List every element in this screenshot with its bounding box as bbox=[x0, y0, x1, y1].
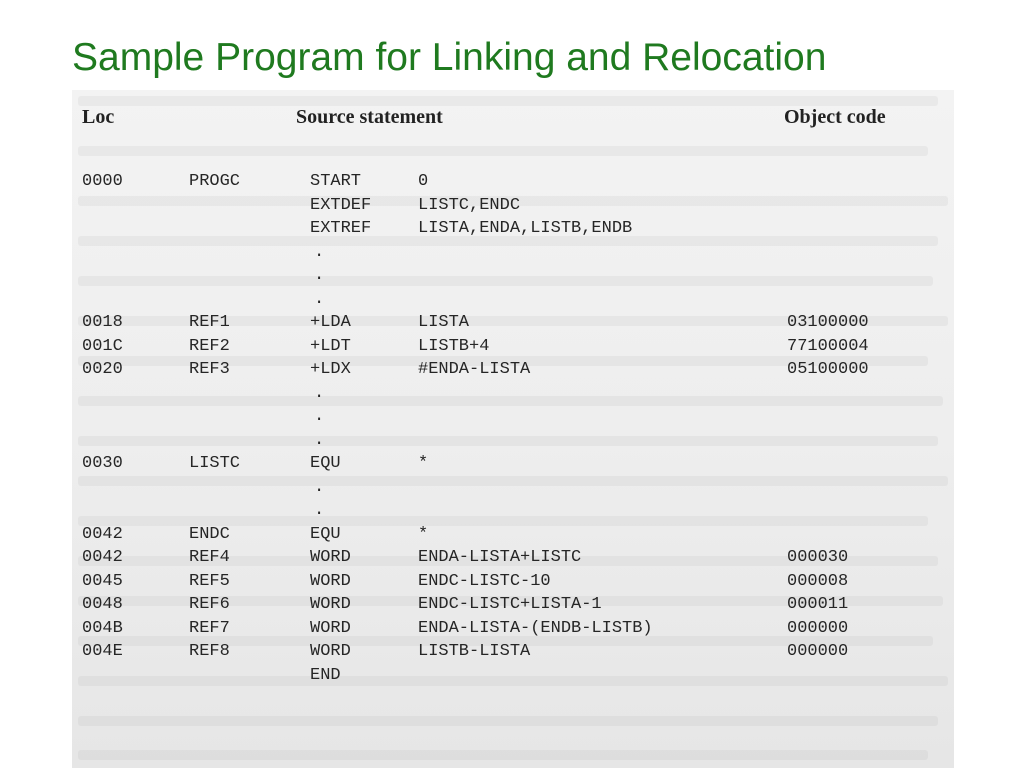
label-cell: PROGC bbox=[189, 172, 241, 191]
label-cell: REF7 bbox=[189, 618, 230, 638]
opcode-cell: +LDX bbox=[310, 360, 351, 379]
label-cell: REF3 bbox=[189, 360, 230, 379]
loc-cell: 0018 bbox=[82, 313, 123, 332]
ellipsis-row bbox=[82, 476, 952, 500]
operand-cell: LISTC,ENDC bbox=[418, 195, 521, 215]
listing-row bbox=[82, 570, 952, 594]
ellipsis-row bbox=[82, 429, 952, 453]
loc-cell: 004B bbox=[82, 618, 123, 638]
listing-row bbox=[82, 640, 952, 664]
listing-row bbox=[82, 311, 952, 335]
listing-row bbox=[82, 335, 952, 359]
object-code-cell: 000008 bbox=[787, 571, 849, 591]
ellipsis-dot: . bbox=[314, 430, 325, 450]
label-cell: REF8 bbox=[189, 642, 230, 661]
operand-cell: #ENDA-LISTA bbox=[418, 360, 531, 379]
operand-cell: ENDA-LISTA-(ENDB-LISTB) bbox=[418, 618, 653, 638]
label-cell: REF5 bbox=[189, 571, 230, 591]
column-header-source: Source statement bbox=[296, 106, 443, 128]
ellipsis-dot: . bbox=[314, 477, 325, 497]
object-code-cell: 05100000 bbox=[787, 360, 869, 379]
opcode-cell: WORD bbox=[310, 571, 351, 591]
loc-cell: 001C bbox=[82, 336, 123, 356]
slide-title: Sample Program for Linking and Relocation bbox=[72, 36, 827, 79]
listing-row bbox=[82, 664, 952, 688]
ellipsis-row bbox=[82, 264, 952, 288]
operand-cell: LISTA,ENDA,LISTB,ENDB bbox=[418, 219, 633, 238]
opcode-cell: WORD bbox=[310, 548, 351, 567]
listing-row bbox=[82, 452, 952, 476]
opcode-cell: WORD bbox=[310, 595, 351, 614]
operand-cell: ENDA-LISTA+LISTC bbox=[418, 548, 582, 567]
loc-cell: 0045 bbox=[82, 571, 123, 591]
operand-cell: * bbox=[418, 524, 429, 544]
opcode-cell: +LDA bbox=[310, 313, 351, 332]
opcode-cell: START bbox=[310, 172, 362, 191]
column-header-object: Object code bbox=[784, 106, 886, 128]
operand-cell: LISTA bbox=[418, 313, 470, 332]
loc-cell: 0000 bbox=[82, 172, 123, 191]
object-code-cell: 000030 bbox=[787, 548, 849, 567]
operand-cell: ENDC-LISTC-10 bbox=[418, 571, 551, 591]
ellipsis-dot: . bbox=[314, 501, 325, 520]
operand-cell: LISTB+4 bbox=[418, 336, 490, 356]
loc-cell: 0048 bbox=[82, 595, 123, 614]
ellipsis-row bbox=[82, 241, 952, 265]
listing-row bbox=[82, 170, 952, 194]
opcode-cell: EQU bbox=[310, 454, 341, 473]
object-code-cell: 77100004 bbox=[787, 336, 869, 356]
label-cell: REF6 bbox=[189, 595, 230, 614]
listing-row bbox=[82, 617, 952, 641]
ellipsis-row bbox=[82, 288, 952, 312]
operand-cell: LISTB-LISTA bbox=[418, 642, 531, 661]
ellipsis-row bbox=[82, 499, 952, 523]
column-header-loc: Loc bbox=[82, 106, 115, 128]
loc-cell: 004E bbox=[82, 642, 123, 661]
opcode-cell: WORD bbox=[310, 618, 351, 638]
ellipsis-dot: . bbox=[314, 383, 325, 403]
object-code-cell: 000011 bbox=[787, 595, 849, 614]
program-listing bbox=[82, 170, 952, 687]
label-cell: ENDC bbox=[189, 524, 230, 544]
ellipsis-dot: . bbox=[314, 289, 325, 309]
opcode-cell: +LDT bbox=[310, 336, 351, 356]
operand-cell: * bbox=[418, 454, 429, 473]
label-cell: REF1 bbox=[189, 313, 230, 332]
label-cell: LISTC bbox=[189, 454, 241, 473]
operand-cell: ENDC-LISTC+LISTA-1 bbox=[418, 595, 602, 614]
listing-row bbox=[82, 546, 952, 570]
opcode-cell: EXTREF bbox=[310, 219, 372, 238]
listing-row bbox=[82, 593, 952, 617]
operand-cell: 0 bbox=[418, 172, 429, 191]
listing-row bbox=[82, 217, 952, 241]
listing-row bbox=[82, 358, 952, 382]
ellipsis-dot: . bbox=[314, 242, 325, 262]
opcode-cell: EQU bbox=[310, 524, 341, 544]
object-code-cell: 03100000 bbox=[787, 313, 869, 332]
loc-cell: 0042 bbox=[82, 524, 123, 544]
ellipsis-row bbox=[82, 405, 952, 429]
loc-cell: 0030 bbox=[82, 454, 123, 473]
scanned-listing-image bbox=[72, 90, 954, 768]
opcode-cell: EXTDEF bbox=[310, 195, 372, 215]
listing-row bbox=[82, 194, 952, 218]
listing-row bbox=[82, 523, 952, 547]
ellipsis-dot: . bbox=[314, 266, 325, 285]
opcode-cell: WORD bbox=[310, 642, 351, 661]
loc-cell: 0020 bbox=[82, 360, 123, 379]
ellipsis-row bbox=[82, 382, 952, 406]
ellipsis-dot: . bbox=[314, 407, 325, 426]
opcode-cell: END bbox=[310, 665, 341, 685]
object-code-cell: 000000 bbox=[787, 642, 849, 661]
label-cell: REF2 bbox=[189, 336, 230, 356]
loc-cell: 0042 bbox=[82, 548, 123, 567]
object-code-cell: 000000 bbox=[787, 618, 849, 638]
label-cell: REF4 bbox=[189, 548, 230, 567]
